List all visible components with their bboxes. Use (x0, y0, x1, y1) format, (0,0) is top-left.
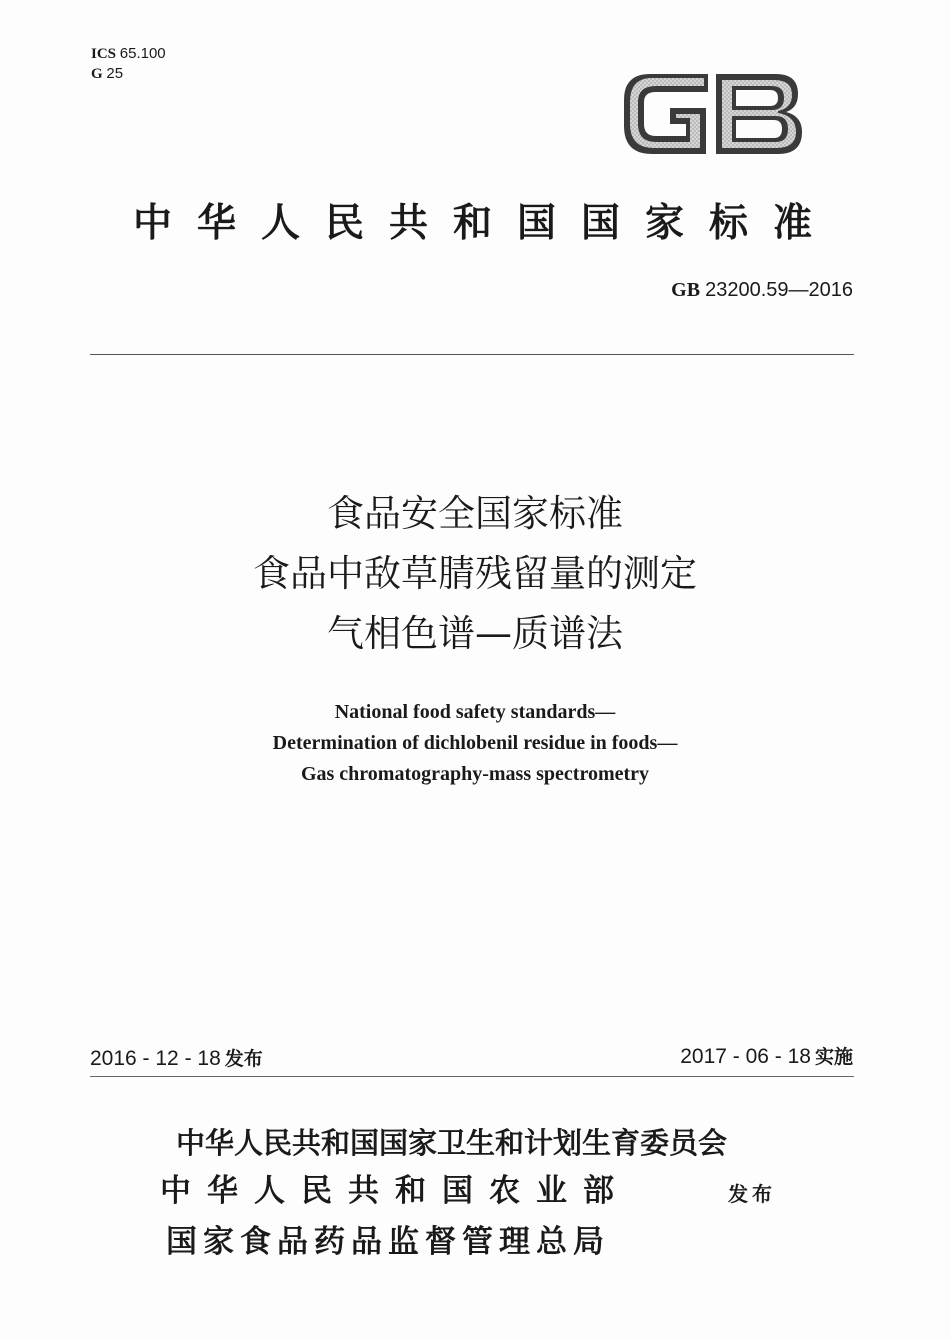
implementation-date: 2017 - 06 - 18 (680, 1045, 811, 1068)
g-label: G (91, 66, 103, 82)
standard-code (671, 278, 853, 302)
title-cn-line-1: 食品安全国家标准 (327, 492, 623, 535)
standard-code-prefix: GB (671, 279, 701, 301)
g-value: 25 (106, 65, 124, 82)
ics-value: 65.100 (119, 45, 166, 62)
issue-action: 发布 (224, 1048, 263, 1070)
top-divider (90, 354, 854, 355)
title-en-line-1: National food safety standards— (334, 701, 616, 723)
title-cn-line-2: 食品中敌草腈残留量的测定 (253, 552, 697, 595)
g-code (91, 64, 166, 84)
ics-code (91, 44, 166, 64)
publisher-2: 中华人民共和国农业部 (160, 1173, 630, 1209)
issue-date-line (90, 1044, 263, 1073)
publisher-1: 中华人民共和国国家卫生和计划生育委员会 (176, 1126, 728, 1160)
implementation-action: 实施 (814, 1046, 853, 1068)
issue-date: 2016 - 12 - 18 (90, 1047, 221, 1070)
bottom-divider (90, 1076, 854, 1077)
classification-codes (91, 44, 166, 84)
standard-code-number: 23200.59—2016 (705, 279, 853, 301)
title-en-line-2: Determination of dichlobenil residue in foods— (272, 732, 678, 754)
publish-verb: 发布 (728, 1182, 776, 1206)
ics-label: ICS (91, 46, 117, 62)
publisher-3: 国家食品药品监督管理总局 (166, 1224, 610, 1260)
title-en-line-3: Gas chromatography-mass spectrometry (300, 763, 650, 785)
country-standard-title: 中华人民共和国国家标准 (132, 201, 837, 246)
gb-logo-icon (620, 64, 806, 160)
implementation-date-line (680, 1042, 853, 1071)
title-cn-line-3: 气相色谱—质谱法 (327, 612, 623, 655)
